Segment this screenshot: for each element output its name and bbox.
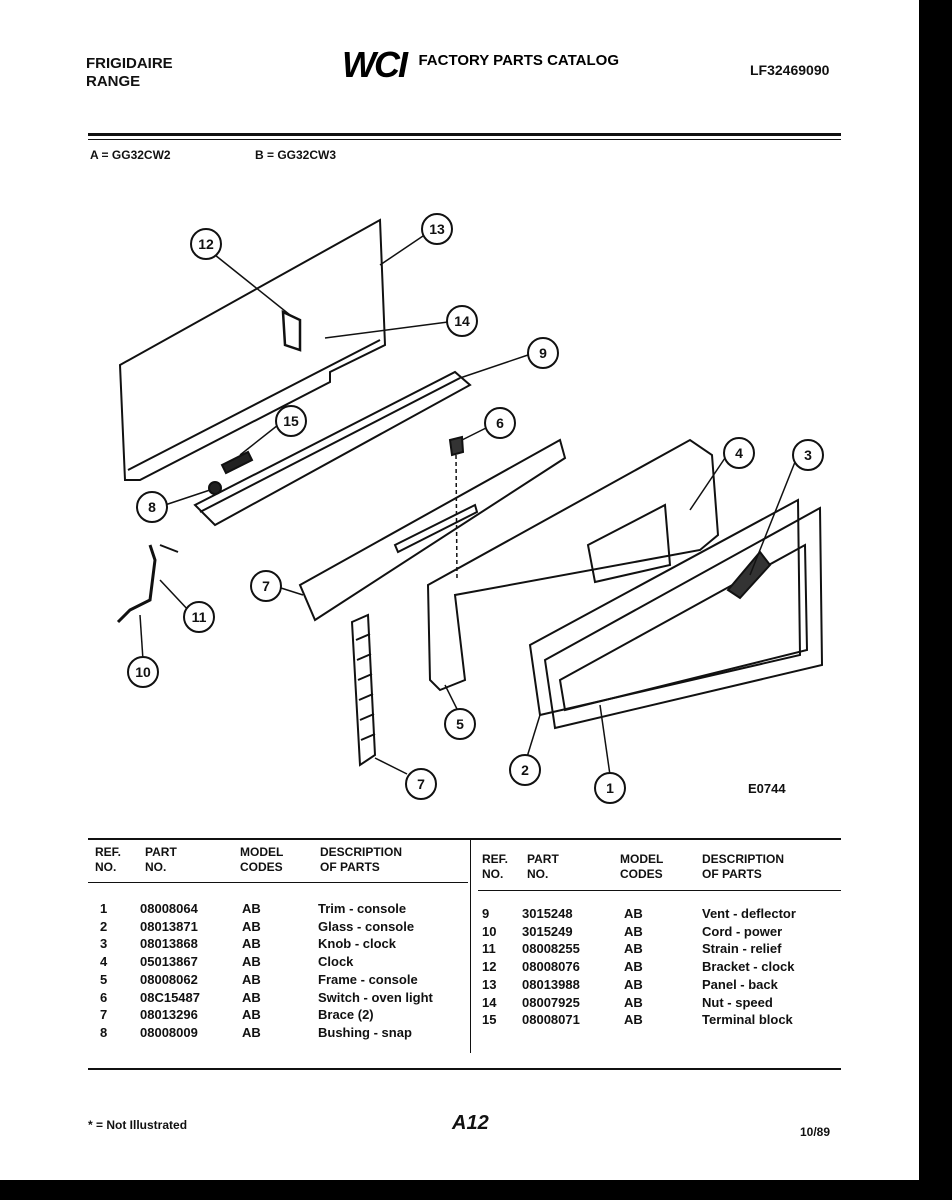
table-cell: AB <box>624 959 643 975</box>
table-cell: AB <box>624 1012 643 1028</box>
table-cell: 3 <box>100 936 108 952</box>
table-cell: 8 <box>100 1024 108 1040</box>
table-cell: AB <box>242 1007 261 1023</box>
catalog-title: FACTORY PARTS CATALOG <box>418 52 619 69</box>
table-cell: Trim - console <box>318 901 407 916</box>
bracket-clock <box>283 312 300 350</box>
callout-2 <box>510 755 540 785</box>
table-cell: Clock <box>318 954 354 970</box>
header-model-right: MODEL CODES <box>620 852 664 881</box>
table-cell: 05013867 <box>140 954 198 970</box>
table-cell: 12 <box>482 959 497 975</box>
brand-name: FRIGIDAIRE <box>86 55 173 72</box>
header-desc-left: DESCRIPTION OF PARTS <box>320 845 403 874</box>
svg-text:8: 8 <box>148 499 156 515</box>
svg-text:10: 10 <box>135 664 151 680</box>
oven-light-switch <box>450 437 463 455</box>
table-cell: AB <box>242 989 261 1005</box>
table-cell: 15 <box>482 1012 497 1028</box>
callout-13 <box>422 214 452 244</box>
table-cell: AB <box>624 994 643 1010</box>
table-cell: Bracket - clock <box>702 959 795 975</box>
catalog-number: LF32469090 <box>750 62 830 78</box>
table-cell: 9 <box>482 906 490 921</box>
table-cell: AB <box>624 906 643 921</box>
table-cell: 11 <box>482 941 496 957</box>
header-part-right: PART NO. <box>527 852 559 881</box>
table-cell: Brace (2) <box>318 1007 374 1023</box>
wci-logo: WCI <box>342 44 406 85</box>
table-cell: AB <box>624 941 643 957</box>
callout-15 <box>276 406 306 436</box>
callout-9 <box>528 338 558 368</box>
svg-text:11: 11 <box>191 609 207 625</box>
table-cell: 08008009 <box>140 1024 198 1040</box>
table-cell: 08008071 <box>522 1012 580 1028</box>
brace-upper <box>300 440 565 620</box>
table-top-rule <box>88 838 841 840</box>
callout-8 <box>137 492 167 522</box>
callout-14 <box>447 306 477 336</box>
table-cell: Terminal block <box>702 1012 793 1028</box>
parts-table-left <box>100 900 470 1050</box>
clock-knob <box>728 552 770 598</box>
svg-text:3: 3 <box>804 447 812 463</box>
table-cell: Vent - deflector <box>702 906 796 921</box>
page-number: A12 <box>452 1112 489 1134</box>
figure-code: E0744 <box>748 781 786 796</box>
table-cell: Panel - back <box>702 976 778 992</box>
callout-4 <box>724 438 754 468</box>
table-cell: 08013871 <box>140 918 198 934</box>
table-cell: Frame - console <box>318 971 418 987</box>
table-cell: 08008255 <box>522 941 580 957</box>
table-divider <box>470 838 471 1053</box>
table-header-rule-left <box>88 882 468 883</box>
svg-text:15: 15 <box>283 413 299 429</box>
svg-text:1: 1 <box>606 780 614 796</box>
table-cell: 10 <box>482 923 497 939</box>
callout-6 <box>485 408 515 438</box>
table-cell: 1 <box>100 901 108 916</box>
table-cell: Glass - console <box>318 918 415 934</box>
parts-table-right <box>482 905 842 1045</box>
table-cell: 08013868 <box>140 936 198 952</box>
svg-text:5: 5 <box>456 716 464 732</box>
model-b: B = GG32CW3 <box>255 148 337 162</box>
table-cell: 08008062 <box>140 971 198 987</box>
callout-11 <box>184 602 214 632</box>
not-illustrated-note: * = Not Illustrated <box>88 1118 188 1132</box>
callout-7-lower <box>406 769 436 799</box>
table-cell: 3015248 <box>522 906 573 921</box>
table-cell: AB <box>242 918 261 934</box>
table-cell: AB <box>242 936 261 952</box>
callout-7-upper <box>251 571 281 601</box>
table-cell: 6 <box>100 989 108 1005</box>
table-cell: 08013296 <box>140 1007 198 1023</box>
table-cell: AB <box>242 954 261 970</box>
console-glass <box>530 500 800 715</box>
svg-text:6: 6 <box>496 415 504 431</box>
svg-text:13: 13 <box>429 221 445 237</box>
table-cell: 08C15487 <box>140 989 200 1005</box>
callout-1 <box>595 773 625 803</box>
table-cell: 3015249 <box>522 923 573 939</box>
table-cell: 13 <box>482 976 497 992</box>
svg-text:4: 4 <box>735 445 743 461</box>
header-ref-left: REF. NO. <box>95 845 122 874</box>
frame-console <box>428 440 718 690</box>
table-cell: AB <box>242 901 261 916</box>
callout-12 <box>191 229 221 259</box>
svg-text:14: 14 <box>454 313 470 329</box>
header-model-left: MODEL CODES <box>240 845 284 874</box>
table-bottom-rule <box>88 1068 841 1070</box>
back-panel <box>120 220 385 480</box>
table-header-rule-right <box>478 890 841 891</box>
table-cell: 08013988 <box>522 976 580 992</box>
table-cell: AB <box>242 971 261 987</box>
table-cell: Knob - clock <box>318 936 397 952</box>
table-cell: 08008076 <box>522 959 580 975</box>
table-cell: Bushing - snap <box>318 1024 412 1040</box>
table-cell: Strain - relief <box>702 941 782 957</box>
header-part-left: PART NO. <box>145 845 177 874</box>
table-cell: 7 <box>100 1007 108 1023</box>
table-cell: AB <box>624 976 643 992</box>
model-a: A = GG32CW2 <box>90 148 171 162</box>
callout-10 <box>128 657 158 687</box>
power-cord <box>118 545 155 622</box>
clock <box>588 505 670 582</box>
table-cell: Nut - speed <box>702 994 773 1010</box>
callout-5 <box>445 709 475 739</box>
console-trim <box>545 508 822 728</box>
table-cell: AB <box>242 1024 261 1040</box>
product-type: RANGE <box>86 73 141 90</box>
table-cell: Cord - power <box>702 923 783 939</box>
svg-text:7: 7 <box>262 578 270 594</box>
bushing <box>209 482 221 494</box>
table-cell: 4 <box>100 954 108 970</box>
table-cell: AB <box>624 923 643 939</box>
table-cell: 08007925 <box>522 994 580 1010</box>
table-cell: 5 <box>100 971 108 987</box>
terminal-block <box>222 452 252 473</box>
header-ref-right: REF. NO. <box>482 852 509 881</box>
revision-date: 10/89 <box>800 1125 831 1139</box>
table-cell: Switch - oven light <box>318 989 433 1005</box>
table-cell: 08008064 <box>140 901 198 916</box>
header-desc-right: DESCRIPTION OF PARTS <box>702 852 785 881</box>
svg-text:12: 12 <box>198 236 214 252</box>
svg-text:9: 9 <box>539 345 547 361</box>
svg-text:2: 2 <box>521 762 529 778</box>
svg-text:7: 7 <box>417 776 425 792</box>
table-cell: 2 <box>100 918 108 934</box>
callout-3 <box>793 440 823 470</box>
table-cell: 14 <box>482 994 497 1010</box>
